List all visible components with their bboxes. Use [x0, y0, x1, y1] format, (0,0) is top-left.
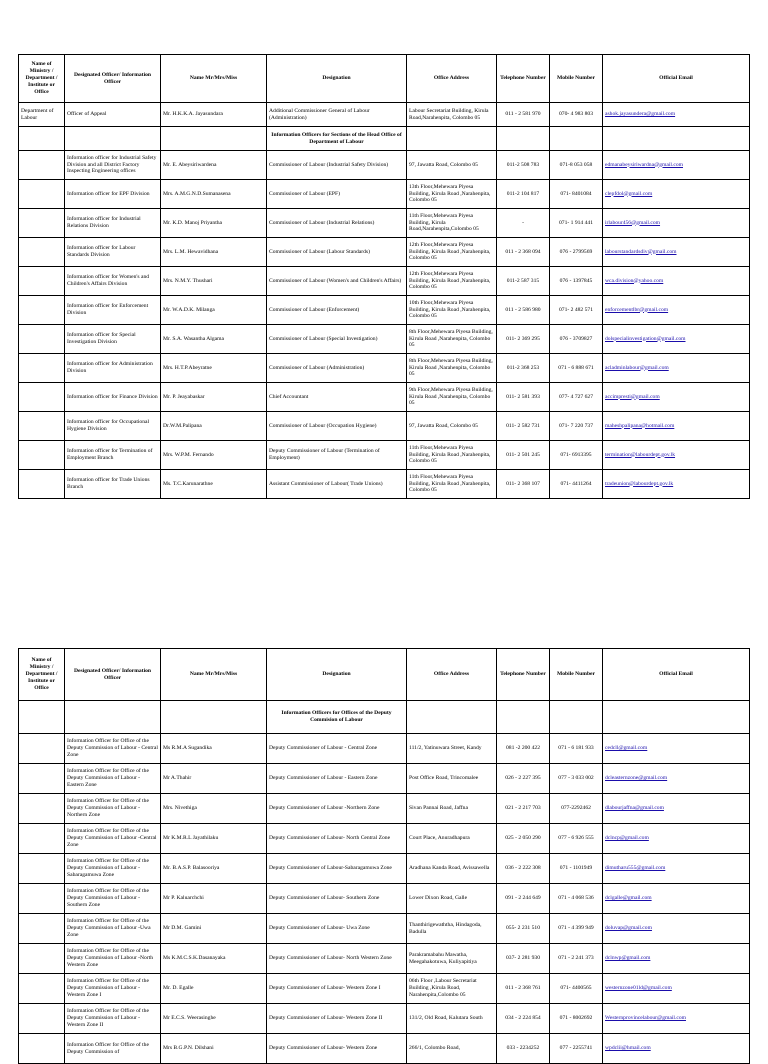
cell-ministry: Department of Labour: [19, 103, 65, 127]
cell-address: 06th Floor ,Labour Secretariat Building ,Kirula Road, Narahenpita,Colombo 05: [407, 974, 497, 1004]
table-row: [19, 296, 750, 325]
email-link[interactable]: dimutharu555@gmail.com: [603, 854, 750, 884]
cell-phone: 011 - 2 368 094: [497, 238, 550, 267]
cell-designation: Deputy Commissioner of Labour -Northern Zone: [267, 794, 407, 824]
cell-address: 111/2, Yatinuwara Street, Kandy: [407, 734, 497, 764]
cell-ministry: [19, 764, 65, 794]
cell-phone: 011-2 368 253: [497, 354, 550, 383]
cell-ministry: [19, 884, 65, 914]
table-row: [19, 354, 750, 383]
cell-name: Ms. T.C.Karunarathne: [161, 470, 267, 499]
cell-name: Dr.W.M.Palipana: [161, 412, 267, 441]
cell-ministry: [19, 944, 65, 974]
email-link[interactable]: accimpresti@gmail.com: [603, 383, 750, 412]
cell-designation: Deputy Commissioner of Labour (Termination of Employment): [267, 441, 407, 470]
table-row: [19, 1004, 750, 1034]
cell-designation: Additional Commissioner General of Labour (Administration): [267, 103, 407, 127]
cell-address: Parakramabahu Mawatha, Meegahakotuwa, Kuliyapitiya: [407, 944, 497, 974]
cell-name: Mrs. L.M. Hewavidhana: [161, 238, 267, 267]
cell-ministry: [19, 354, 65, 383]
header-ministry: Name of Ministry / Department / Institute or Office: [19, 649, 65, 701]
cell-designation: Deputy Commissioner of Labour - Eastern Zone: [267, 764, 407, 794]
cell-name: Mr. H.K.K.A. Jayasundara: [161, 103, 267, 127]
cell-name: Mrs. H.T.P.Abeyratne: [161, 354, 267, 383]
cell-mobile: 071- 7 220 737: [550, 412, 603, 441]
cell-designation: Commissioner of Labour (EPF): [267, 180, 407, 209]
cell-address: Aradhana Kanda Road, Avissawella: [407, 854, 497, 884]
cell-officer: Information officer for Special Investigation Division: [65, 325, 161, 354]
header-designation: Designation: [267, 649, 407, 701]
cell-officer: Information Officer for Office of the Deputy Commission of Labour - Northern Zone: [65, 794, 161, 824]
cell-mobile: 071- 8401084: [550, 180, 603, 209]
cell-phone: 011- 2 582 731: [497, 412, 550, 441]
table-row: [19, 267, 750, 296]
header-officer: Designated Officer/ Information Officer: [65, 649, 161, 701]
email-link[interactable]: enforcementlbr@gmail.com: [603, 296, 750, 325]
cell-name: Mr D.M. Gamini: [161, 914, 267, 944]
email-link[interactable]: clepfdol@gmail.com: [603, 180, 750, 209]
cell-ministry: [19, 1004, 65, 1034]
cell-designation: Deputy Commissioner of Labour- North Western Zone: [267, 944, 407, 974]
header-mobile: Mobile Number: [550, 55, 603, 103]
cell-phone: 036 - 2 222 308: [497, 854, 550, 884]
cell-phone: 011 - 2 586 980: [497, 296, 550, 325]
cell-mobile: 071- 4400565: [550, 974, 603, 1004]
table-row: [19, 1034, 750, 1064]
cell-officer: Information Officer for Office of the Deputy Commission of Labour - Western Zone II: [65, 1004, 161, 1034]
cell-ministry: [19, 209, 65, 238]
cell-ministry: [19, 854, 65, 884]
table-row: [19, 412, 750, 441]
cell-officer: Information Officer for Office of the Deputy Commission of Labour -Central Zone: [65, 824, 161, 854]
cell-address: Labour Secretariat Building, Kirula Road,Narahenpita, Colombo 05: [407, 103, 497, 127]
header-ministry: Name of Ministry / Department / Institute or Office: [19, 55, 65, 103]
cell-mobile: 077 - 3 033 002: [550, 764, 603, 794]
table-row: [19, 325, 750, 354]
cell-designation: Deputy Commissioner of Labour-Sabaragamuwa Zone: [267, 854, 407, 884]
table-row: [19, 824, 750, 854]
header-row: [19, 649, 750, 701]
section-label: Information Officers for Sections of the Head Office of Department of Labour: [267, 127, 407, 151]
cell-officer: Information officer for Termination of Employment Branch: [65, 441, 161, 470]
cell-name: Mr. W.A.D.K. Milanga: [161, 296, 267, 325]
cell-address: 97, Jawatta Road, Colombo 05: [407, 412, 497, 441]
cell-officer: Information officer for Industrial Relations Division: [65, 209, 161, 238]
cell-address: 8th Floor,Mehewara Piyesa Building, Kirula Road ,Narahenpita, Colombo 05: [407, 354, 497, 383]
cell-designation: Commissioner of Labour (Industrial Safety Division): [267, 151, 407, 180]
header-row: [19, 55, 750, 103]
cell-officer: Information Officer for Office of the Deputy Commission of Labour - Eastern Zone: [65, 764, 161, 794]
cell-mobile: 076 - 1397845: [550, 267, 603, 296]
cell-phone: 011-2 508 783: [497, 151, 550, 180]
cell-name: Mrs. N.M.Y. Thushari: [161, 267, 267, 296]
cell-mobile: 077 - 2255741: [550, 1034, 603, 1064]
section-row: [19, 701, 750, 734]
cell-designation: Deputy Commissioner of Labour- Western Zone: [267, 1034, 407, 1064]
table-body: [19, 734, 750, 1064]
cell-officer: Information officer for Administration Division: [65, 354, 161, 383]
cell-mobile: 071- 2 482 571: [550, 296, 603, 325]
cell-address: Sivan Pannai Road, Jaffna: [407, 794, 497, 824]
cell-phone: 011-2 104 817: [497, 180, 550, 209]
table-row: [19, 209, 750, 238]
cell-name: Mr. P. Jeayabaskar: [161, 383, 267, 412]
cell-ministry: [19, 470, 65, 499]
cell-designation: Deputy Commissioner of Labour- Western Zone II: [267, 1004, 407, 1034]
cell-ministry: [19, 914, 65, 944]
cell-ministry: [19, 238, 65, 267]
cell-name: Ms K.M.C.S.K.Dasanayaka: [161, 944, 267, 974]
cell-mobile: 077-2292462: [550, 794, 603, 824]
cell-name: Ms R.M.A Sugandika: [161, 734, 267, 764]
cell-designation: Commissioner of Labour (Enforcement): [267, 296, 407, 325]
cell-address: 13th Floor,Mehewara Piyesa Building, Kirula Road ,Narahenpita, Colombo 05: [407, 180, 497, 209]
cell-address: 10th Floor,Mehewara Piyesa Building, Kirula Road ,Narahenpita, Colombo 05: [407, 296, 497, 325]
email-link[interactable]: wca.division@yahoo.com: [603, 267, 750, 296]
email-link[interactable]: labourstandardsdiv@gmail.com: [603, 238, 750, 267]
email-link[interactable]: maheshpalipana@hotmail.com: [603, 412, 750, 441]
cell-officer: Information officer for Finance Division: [65, 383, 161, 412]
cell-address: Lower Dixon Road, Galle: [407, 884, 497, 914]
cell-phone: 025 - 2 050 290: [497, 824, 550, 854]
table-row: [19, 764, 750, 794]
table-row: [19, 180, 750, 209]
cell-officer: Information Officer for Office of the Deputy Commission of: [65, 1034, 161, 1064]
cell-mobile: 071- 4411264: [550, 470, 603, 499]
cell-phone: 081 -2 200 422: [497, 734, 550, 764]
cell-name: Mr E.C.S. Weerasinghe: [161, 1004, 267, 1034]
email-link[interactable]: irlabour456@gmail.com: [603, 209, 750, 238]
cell-officer: Information officer for Women's and Children's Affairs Division: [65, 267, 161, 296]
cell-address: 11th Floor,Mehewara Piyesa Building, Kirula Road ,Narahenpita, Colombo 05: [407, 470, 497, 499]
cell-mobile: 077- 4 727 627: [550, 383, 603, 412]
cell-name: Mrs. Nivethiga: [161, 794, 267, 824]
cell-name: Mrs. A.M.G.N.D.Sumanasena: [161, 180, 267, 209]
cell-mobile: 071 - 2 241 373: [550, 944, 603, 974]
table-row: [19, 884, 750, 914]
cell-officer: Information Officer for Office of the Deputy Commission of Labour - Central Zone: [65, 734, 161, 764]
header-name: Name Mr/Mrs/Miss: [161, 649, 267, 701]
cell-phone: 091 - 2 244 649: [497, 884, 550, 914]
cell-address: 266/1, Colombo Road,: [407, 1034, 497, 1064]
cell-address: Court Place, Anuradhapura: [407, 824, 497, 854]
cell-officer: Information officer for EPF Division: [65, 180, 161, 209]
officers-table-head-office: [18, 54, 750, 499]
cell-phone: 034 - 2 224 854: [497, 1004, 550, 1034]
email-link[interactable]: dolspecialinvestigation@gmail.com: [603, 325, 750, 354]
cell-officer: Officer of Appeal: [65, 103, 161, 127]
cell-ministry: [19, 383, 65, 412]
table-row: [19, 794, 750, 824]
cell-name: Mr K.M.R.L Jayathilaku: [161, 824, 267, 854]
cell-address: Thanthirigewaththa, Hindagoda, Badulla: [407, 914, 497, 944]
header-mobile: Mobile Number: [550, 649, 603, 701]
email-link[interactable]: dclncp@gmail.com: [603, 824, 750, 854]
cell-officer: Information Officer for Office of the Deputy Commission of Labour -North Western Zone: [65, 944, 161, 974]
cell-address: 97, Jawatta Road, Colombo 05: [407, 151, 497, 180]
email-link[interactable]: westernzone01ld@gmail.com: [603, 974, 750, 1004]
cell-phone: 011 - 2 368 761: [497, 974, 550, 1004]
cell-designation: Commissioner of Labour (Labour Standards): [267, 238, 407, 267]
table-row: [19, 944, 750, 974]
table-row: [19, 974, 750, 1004]
table-row: [19, 103, 750, 127]
cell-ministry: [19, 1034, 65, 1064]
cell-mobile: 076 - 2799569: [550, 238, 603, 267]
header-officer: Designated Officer/ Information Officer: [65, 55, 161, 103]
cell-address: 8th Floor,Mehewara Piyesa Building, Kirula Road ,Narahenpita, Colombo 05: [407, 325, 497, 354]
cell-officer: Information officer for Enforcement Division: [65, 296, 161, 325]
cell-address: 131/2, Old Road, Kalutara South: [407, 1004, 497, 1034]
cell-designation: Deputy Commissioner of Labour- Uwa Zone: [267, 914, 407, 944]
cell-mobile: 071 - 6 181 933: [550, 734, 603, 764]
table-row: [19, 151, 750, 180]
cell-ministry: [19, 151, 65, 180]
email-link[interactable]: Westernprovincelabour@gmail.com: [603, 1004, 750, 1034]
cell-name: Mr. E. Abeysiriwardena: [161, 151, 267, 180]
cell-ministry: [19, 794, 65, 824]
table-row: [19, 238, 750, 267]
cell-address: 11th Floor,Mehewara Piyesa Building, Kirula Road ,Narahenpita, Colombo 05: [407, 441, 497, 470]
cell-officer: Information officer for Industrial Safety Division and all District Factory Inspecting Engineering offices: [65, 151, 161, 180]
table-body: [19, 151, 750, 499]
cell-designation: Deputy Commissioner of Labour - Central Zone: [267, 734, 407, 764]
cell-designation: Commissioner of Labour (Special Investigation): [267, 325, 407, 354]
email-link[interactable]: edmanabeysiriwardna@gmail.com: [603, 151, 750, 180]
cell-designation: Commissioner of Labour (Industrial Relations): [267, 209, 407, 238]
section-label: Information Officers for Offices of the Deputy Commision of Labour: [267, 701, 407, 734]
table-row: [19, 383, 750, 412]
cell-officer: Information officer for Trade Unions Branch: [65, 470, 161, 499]
header-telephone: Telephone Number: [497, 649, 550, 701]
cell-ministry: [19, 325, 65, 354]
table-row: [19, 470, 750, 499]
cell-mobile: 071-8 053 058: [550, 151, 603, 180]
cell-phone: 021 - 2 217 703: [497, 794, 550, 824]
cell-address: 9th Floor,Mehewara Piyesa Building, Kirula Road ,Narahenpita, Colombo 05: [407, 383, 497, 412]
cell-mobile: 071- 1 914 441: [550, 209, 603, 238]
cell-designation: Assistant Commissioner of Labour( Trade Unions): [267, 470, 407, 499]
cell-officer: Information officer for Occupational Hygiene Division: [65, 412, 161, 441]
cell-address: Post Office Road, Trincomalee: [407, 764, 497, 794]
cell-name: Mr. S.A. Wasantha Algama: [161, 325, 267, 354]
cell-mobile: 071 - 8002692: [550, 1004, 603, 1034]
email-link[interactable]: dclgalle@gmail.com: [603, 884, 750, 914]
cell-officer: Information Officer for Office of the Deputy Commission of Labour -Uwa Zone: [65, 914, 161, 944]
email-link[interactable]: ashok.jayasundera@gmail.com: [603, 103, 750, 127]
cell-ministry: [19, 974, 65, 1004]
cell-phone: -: [497, 209, 550, 238]
cell-address: 12th Floor,Mehewara Piyesa Building, Kirula Road ,Narahenpita, Colombo 05: [407, 267, 497, 296]
header-designation: Designation: [267, 55, 407, 103]
cell-ministry: [19, 180, 65, 209]
cell-name: Mr. B.A.S.P. Balasooriya: [161, 854, 267, 884]
cell-designation: Chief Accountant: [267, 383, 407, 412]
cell-name: Mr. K.D. Manoj Priyantha: [161, 209, 267, 238]
header-email: Official Email: [603, 649, 750, 701]
cell-mobile: 077 - 6 926 555: [550, 824, 603, 854]
cell-name: Mr P. Kaluarchchi: [161, 884, 267, 914]
cell-phone: 011- 2 369 295: [497, 325, 550, 354]
cell-officer: Information Officer for Office of the Deputy Commission of Labour -Southern Zone: [65, 884, 161, 914]
cell-mobile: 071- 6913395: [550, 441, 603, 470]
cell-designation: Deputy Commissioner of Labour- North Central Zone: [267, 824, 407, 854]
cell-mobile: 076 - 3709827: [550, 325, 603, 354]
cell-phone: 011 - 2 581 970: [497, 103, 550, 127]
cell-phone: 037- 2 281 930: [497, 944, 550, 974]
cell-mobile: 071 - 4 399 949: [550, 914, 603, 944]
cell-mobile: 070- 4 983 803: [550, 103, 603, 127]
cell-ministry: [19, 296, 65, 325]
section-row: [19, 127, 750, 151]
cell-mobile: 071 - 6 888 671: [550, 354, 603, 383]
cell-designation: Commissioner of Labour (Women's and Children's Affairs): [267, 267, 407, 296]
officers-table-zone-offices: [18, 648, 750, 1064]
cell-phone: 011- 2 368 107: [497, 470, 550, 499]
cell-ministry: [19, 824, 65, 854]
cell-phone: 011- 2 581 393: [497, 383, 550, 412]
email-link[interactable]: cedcll@gmail.com: [603, 734, 750, 764]
cell-ministry: [19, 412, 65, 441]
cell-name: Mr. D. Egalle: [161, 974, 267, 1004]
cell-designation: Deputy Commissioner of Labour- Southern Zone: [267, 884, 407, 914]
header-telephone: Telephone Number: [497, 55, 550, 103]
cell-address: 11th Floor,Mehewara Piyesa Building, Kirula Road,Narahenpita,Colombo 05: [407, 209, 497, 238]
cell-designation: Commissioner of Labour (Administration): [267, 354, 407, 383]
email-link[interactable]: acladminlabour@gmail.com: [603, 354, 750, 383]
header-name: Name Mr/Mrs/Miss: [161, 55, 267, 103]
cell-phone: 011-2 587 315: [497, 267, 550, 296]
cell-name: Mrs. W.P.M. Fernando: [161, 441, 267, 470]
table-row: [19, 854, 750, 884]
cell-officer: Information officer for Labour Standards Division: [65, 238, 161, 267]
cell-mobile: 071 - 4 068 536: [550, 884, 603, 914]
email-link[interactable]: dclnwp@gmail.com: [603, 944, 750, 974]
cell-phone: 011- 2 501 245: [497, 441, 550, 470]
cell-designation: Deputy Commissioner of Labour- Western Zone I: [267, 974, 407, 1004]
cell-address: 12th Floor,Mehewara Piyesa Building, Kirula Road ,Narahenpita, Colombo 05: [407, 238, 497, 267]
cell-phone: 026 - 2 227 395: [497, 764, 550, 794]
email-link[interactable]: doluvap@gmail.com: [603, 914, 750, 944]
table-row: [19, 441, 750, 470]
cell-officer: Information Officer for Office of the Deputy Commission of Labour -Sabaragamuwa Zone: [65, 854, 161, 884]
header-email: Official Email: [603, 55, 750, 103]
cell-ministry: [19, 441, 65, 470]
cell-ministry: [19, 267, 65, 296]
email-link[interactable]: dlabourjaffna@gmail.com: [603, 794, 750, 824]
header-address: Office Address: [407, 55, 497, 103]
cell-phone: 033 - 2234252: [497, 1034, 550, 1064]
email-link[interactable]: tradeunion@labourdept.gov.lk: [603, 470, 750, 499]
cell-name: Mrs B.G.P.N. Dilshani: [161, 1034, 267, 1064]
email-link[interactable]: termination@labourdept.gov.lk: [603, 441, 750, 470]
cell-ministry: [19, 734, 65, 764]
email-link[interactable]: wpdclii@hmail.com: [603, 1034, 750, 1064]
cell-name: Mr A.Thahir: [161, 764, 267, 794]
email-link[interactable]: dcleasternzone@gmail.com: [603, 764, 750, 794]
cell-officer: Information Officer for Office of the Deputy Commission of Labour -Western Zone I: [65, 974, 161, 1004]
cell-designation: Commissioner of Labour (Occupation Hygiene): [267, 412, 407, 441]
cell-phone: 055- 2 231 510: [497, 914, 550, 944]
table-row: [19, 914, 750, 944]
header-address: Office Address: [407, 649, 497, 701]
table-row: [19, 734, 750, 764]
cell-mobile: 071 - 1101949: [550, 854, 603, 884]
